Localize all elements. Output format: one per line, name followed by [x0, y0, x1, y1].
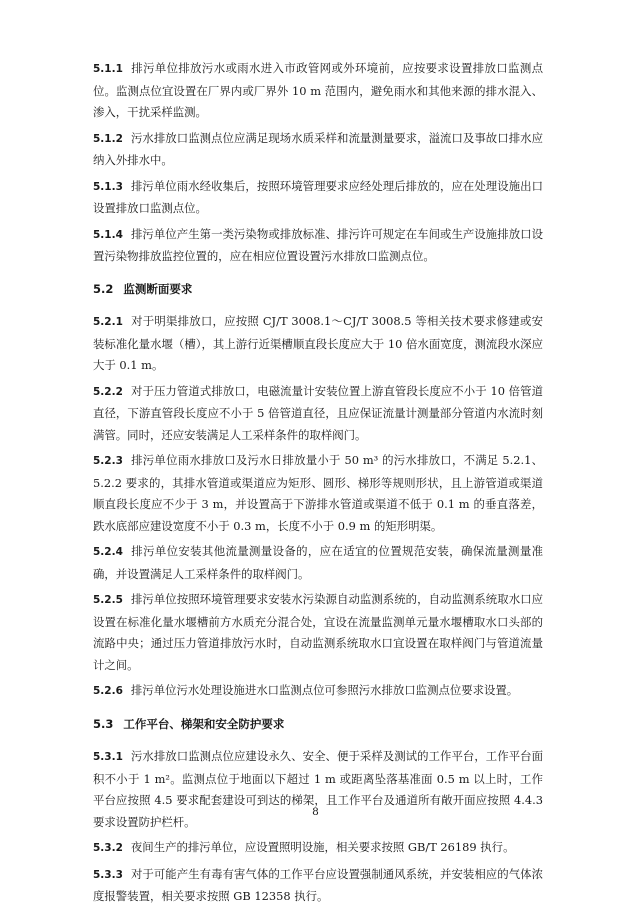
clause-text: 排污单位污水处理设施进水口监测点位可参照污水排放口监测点位要求设置。: [130, 683, 519, 697]
section-title: 监测断面要求: [123, 281, 193, 296]
clause-paragraph: [93, 176, 543, 220]
clause-paragraph: [93, 837, 543, 860]
clause-text: 排污单位排放污水或雨水进入市政管网或外环境前，应按要求设置排放口监测点位。监测点位宜设置在厂界内或厂界外 10 m 范围内，避免雨水和其他来源的排水混入、渗入，干扰采样监测。: [93, 61, 543, 119]
clause-number: 5.3.3: [93, 868, 123, 881]
section-title: 工作平台、梯架和安全防护要求: [123, 716, 285, 731]
clause-paragraph: [93, 381, 543, 447]
clause-number: 5.1.2: [93, 132, 123, 145]
clause-paragraph: [93, 224, 543, 268]
clause-paragraph: [93, 680, 543, 703]
clause-number: 5.3.1: [93, 751, 123, 763]
clause-text: 排污单位雨水排放口及污水日排放量小于 50 m³ 的污水排放口，不满足 5.2.1、5.2.2 要求的，其排水管道或渠道应为矩形、圆形、梯形等规则形状，且上游管道或渠道顺直段长度应不少于 3 m，并设置高于下游排水管道或渠道不低于 0.1 m 的垂直落差，跌水底部应建设宽度不小于 0.3 m，长度不小于 0.9 m 的矩形明渠。: [93, 453, 543, 533]
clause-text: 排污单位雨水经收集后，按照环境管理要求应经处理后排放的，应在处理设施出口设置排放口监测点位。: [93, 178, 543, 215]
clause-text: 污水排放口监测点位应满足现场水质采样和流量测量要求，溢流口及事故口排水应纳入外排水中。: [93, 130, 543, 167]
clause-text: 对于压力管道式排放口，电磁流量计安装位置上游直管段长度应不小于 10 倍管道直径，下游直管段长度应不小于 5 倍管道直径，且应保证流量计测量部分管道内水流时刻满管。同时，还应安装满足人工采样条件的取样阀门。: [93, 383, 543, 442]
section-number: 5.2: [93, 281, 114, 296]
clause-paragraph: [93, 864, 543, 908]
document-body: [93, 58, 543, 912]
page-number: 8: [312, 806, 319, 818]
clause-text: 排污单位安装其他流量测量设备的，应在适宜的位置规范安装，确保流量测量准确，并设置满足人工采样条件的取样阀门。: [93, 544, 543, 581]
clause-text: 污水排放口监测点位应建设永久、安全、便于采样及测试的工作平台，工作平台面积不小于 1 m²。监测点位于地面以下超过 1 m 或距离坠落基准面 0.5 m 以上时，工作平台应按照 4.5 要求配套建设可到达的梯架，且工作平台及通道所有敞开面应按照 4.4.3 要求设置防护栏杆。: [93, 749, 543, 829]
clause-text: 对于明渠排放口，应按照 CJ/T 3008.1～CJ/T 3008.5 等相关技术要求修建或安装标准化量水堰（槽），其上游行近渠槽顺直段长度应大于 10 倍水面宽度，测流段水深应大于 0.1 m。: [93, 314, 543, 372]
clause-number: 5.1.4: [93, 228, 123, 241]
clause-number: 5.2.1: [93, 316, 123, 328]
clause-number: 5.2.5: [93, 594, 123, 606]
section-heading: [93, 279, 543, 301]
clause-number: 5.3.2: [93, 842, 123, 854]
clause-paragraph: [93, 311, 543, 377]
clause-paragraph: [93, 746, 543, 833]
clause-text: 排污单位按照环境管理要求安装水污染源自动监测系统的，自动监测系统取水口应设置在标准化量水堰槽前方水质充分混合处，宜设在流量监测单元量水堰槽取水口头部的流路中央；通过压力管道排放污水时，自动监测系统取水口宜设置在取样阀门与管道流量计之间。: [93, 592, 543, 672]
clause-paragraph: [93, 589, 543, 676]
clause-paragraph: [93, 541, 543, 585]
clause-text: 夜间生产的排污单位，应设置照明设施，相关要求按照 GB/T 26189 执行。: [130, 840, 515, 854]
section-number: 5.3: [93, 716, 114, 731]
clause-number: 5.2.4: [93, 546, 123, 558]
clause-text: 排污单位产生第一类污染物或排放标准、排污许可规定在车间或生产设施排放口设置污染物排放监控位置的，应在相应位置设置污水排放口监测点位。: [93, 226, 543, 263]
clause-paragraph: [93, 58, 543, 124]
clause-number: 5.1.1: [93, 63, 123, 75]
clause-text: 对于可能产生有毒有害气体的工作平台应设置强制通风系统，并安装相应的气体浓度报警装置，相关要求按照 GB 12358 执行。: [93, 866, 543, 903]
clause-number: 5.2.3: [93, 455, 123, 467]
clause-paragraph: [93, 450, 543, 537]
clause-number: 5.1.3: [93, 180, 123, 193]
clause-paragraph: [93, 128, 543, 172]
clause-number: 5.2.2: [93, 385, 123, 398]
clause-number: 5.2.6: [93, 685, 123, 697]
section-heading: [93, 714, 543, 736]
